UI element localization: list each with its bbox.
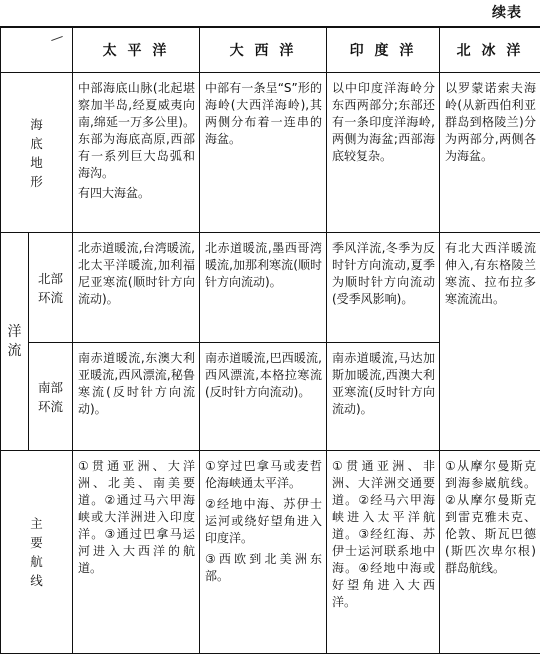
header-row xyxy=(1,27,540,73)
south-gyre-atlantic: 南赤道暖流,巴西暖流,西风漂流,本格拉寒流(反时针方向流动)。 xyxy=(200,343,327,451)
seabed-atlantic: 中部有一条呈“S”形的海岭(大西洋海岭),其两侧分布着一连串的海盆。 xyxy=(200,73,327,233)
routes-atlantic: ①穿过巴拿马或麦哲伦海峡通太平洋。 ②经地中海、苏伊士运河或绕好望角进入印度洋。 ③西欧到北美洲东部。 xyxy=(200,451,327,654)
north-gyre-atlantic: 北赤道暖流,墨西哥湾暖流,加那利寒流(顺时针方向流动)。 xyxy=(200,233,327,343)
row-routes xyxy=(1,451,540,654)
header-atlantic: 大 西 洋 xyxy=(200,27,327,73)
row-seabed xyxy=(1,73,540,233)
header-indian: 印 度 洋 xyxy=(327,27,440,73)
row-currents-north xyxy=(1,233,540,343)
seabed-arctic: 以罗蒙诺索夫海岭(从新西伯利亚群岛到格陵兰)分为两部分,两侧各为海盆。 xyxy=(440,73,540,233)
corner-mark xyxy=(51,36,63,41)
seabed-indian: 以中印度洋海岭分东西两部分;东部还有一条印度洋海岭,两侧为海盆;西部海底较复杂。 xyxy=(327,73,440,233)
label-seabed: 海底地形 xyxy=(1,73,73,233)
currents-arctic: 有北大西洋暖流伸入,有东格陵兰寒流、拉布拉多寒流流出。 xyxy=(440,233,540,451)
routes-indian: ①贯通亚洲、非洲、大洋洲交通要道。②经马六甲海峡进入太平洋航道。③经红海、苏伊士运河联系地中海。④经地中海或好望角进入大西洋。 xyxy=(327,451,440,654)
continued-table-label: 续表 xyxy=(492,5,522,21)
ocean-comparison-table xyxy=(0,26,540,654)
north-gyre-indian: 季风洋流,冬季为反时针方向流动,夏季为顺时针方向流动(受季风影响)。 xyxy=(327,233,440,343)
header-pacific: 太 平 洋 xyxy=(73,27,200,73)
south-gyre-indian: 南赤道暖流,马达加斯加暖流,西澳大利亚寒流(反时针方向流动)。 xyxy=(327,343,440,451)
routes-arctic: ①从摩尔曼斯克到海参崴航线。②从摩尔曼斯克到雷克雅未克、伦敦、斯瓦巴德(斯匹次卑尔根)群岛航线。 xyxy=(440,451,540,654)
seabed-pacific: 中部海底山脉(北起堪察加半岛,经夏威夷向南,绵延一万多公里)。东部为海底高原,西部有一系列巨大岛弧和海沟。 有四大海盆。 xyxy=(73,73,200,233)
header-arctic: 北 冰 洋 xyxy=(440,27,540,73)
corner-cell xyxy=(1,27,73,73)
label-routes: 主要航线 xyxy=(1,451,73,654)
label-currents: 洋流 xyxy=(1,233,29,451)
north-gyre-pacific: 北赤道暖流,台湾暖流,北太平洋暖流,加利福尼亚寒流(顺时针方向流动)。 xyxy=(73,233,200,343)
label-south-gyre: 南部环流 xyxy=(29,343,73,451)
routes-pacific: ①贯通亚洲、大洋洲、北美、南美要道。②通过马六甲海峡或大洋洲进入印度洋。③通过巴拿马运河进入大西洋的航道。 xyxy=(73,451,200,654)
label-north-gyre: 北部环流 xyxy=(29,233,73,343)
south-gyre-pacific: 南赤道暖流,东澳大利亚暖流,西风漂流,秘鲁寒流(反时针方向流动)。 xyxy=(73,343,200,451)
